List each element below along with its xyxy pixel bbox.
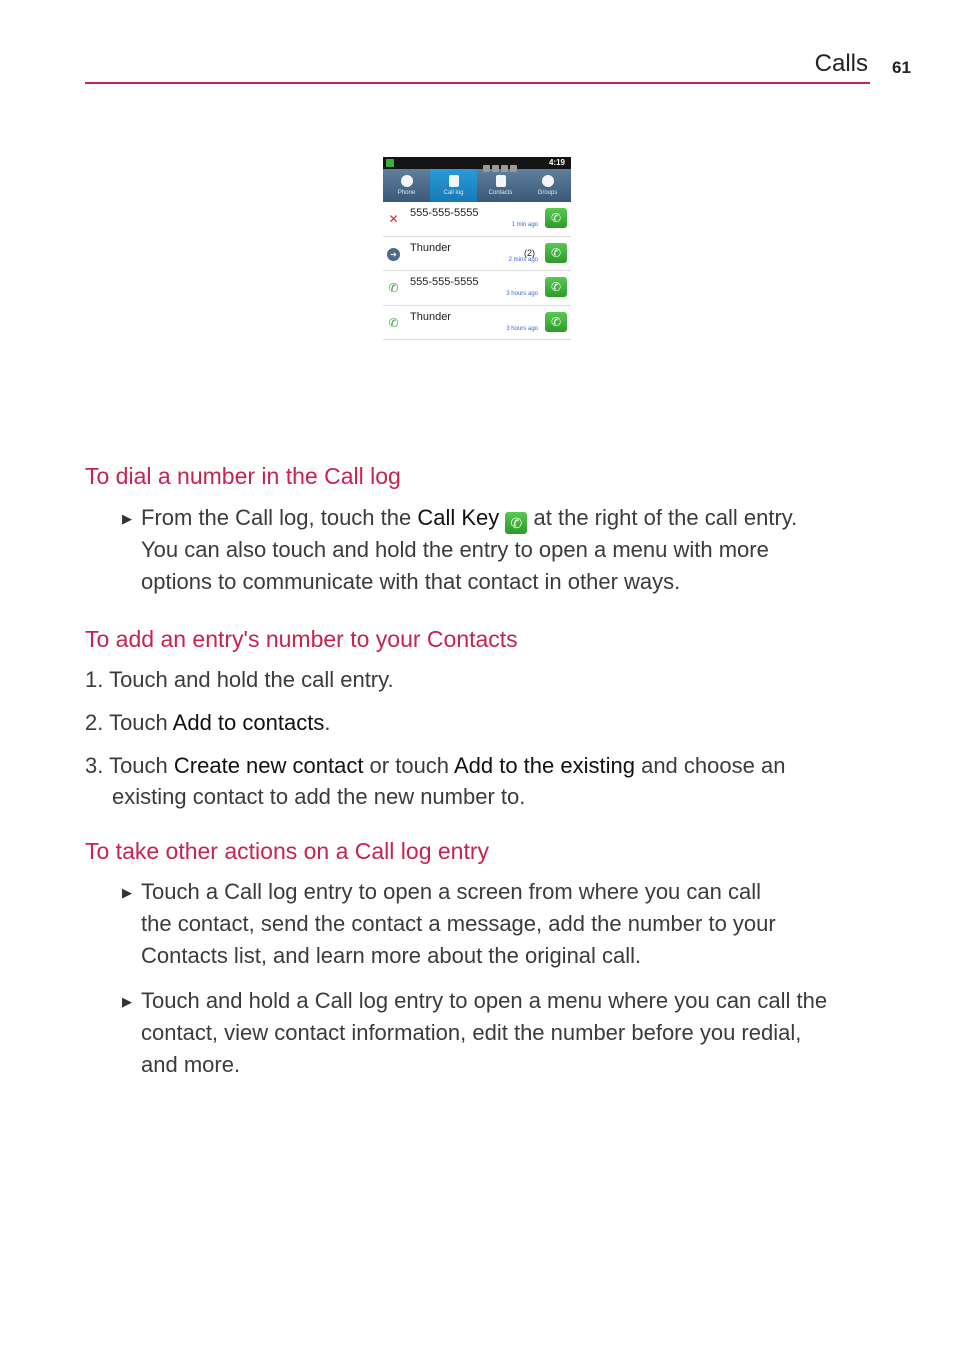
call-log-entry[interactable]: [383, 271, 571, 306]
paragraph-line: the contact, send the contact a message, add the number to your: [141, 911, 776, 936]
entry-time: 1 min ago: [511, 222, 538, 228]
call-key-button[interactable]: ✆: [545, 208, 567, 228]
paragraph-line: Touch and hold a Call log entry to open a menu where you can call the: [141, 988, 828, 1013]
text-fragment: or touch: [363, 753, 454, 778]
text-fragment: 3. Touch: [85, 753, 174, 778]
entry-time: 2 mins ago: [508, 256, 538, 263]
entry-name: Thunder: [410, 241, 451, 254]
bullet-arrow-icon: ▶: [122, 994, 132, 1009]
page-number: 61: [892, 58, 911, 77]
section-title-add: To add an entry's number to your Contacts: [85, 626, 518, 652]
tab-label: Call log: [443, 189, 464, 196]
paragraph-line: [141, 502, 797, 534]
phone-tab-bar: [383, 169, 571, 202]
battery-icon: [510, 165, 517, 172]
paragraph-line: existing contact to add the new number to.: [112, 784, 526, 809]
add-to-existing-label: Add to the existing: [453, 753, 635, 778]
received-call-icon: ✆: [388, 315, 399, 330]
contacts-icon: [496, 175, 506, 187]
message-icon: ➜: [387, 248, 400, 261]
call-key-button[interactable]: ✆: [545, 243, 567, 263]
entry-time: 3 hours ago: [506, 325, 538, 332]
section-title-dial: To dial a number in the Call log: [85, 463, 401, 489]
call-key-label: Call Key: [417, 505, 500, 530]
tab-contacts[interactable]: [477, 169, 524, 202]
paragraph-line: and more.: [141, 1052, 241, 1077]
tab-label: Contacts: [488, 189, 513, 196]
paragraph-line: Contacts list, and learn more about the original call.: [141, 943, 642, 968]
data-icon: [501, 165, 508, 172]
call-log-screenshot: [383, 157, 571, 342]
chapter-title: Calls: [814, 50, 868, 77]
tab-label: Phone: [397, 189, 416, 196]
create-new-contact-label: Create new contact: [173, 753, 364, 778]
entry-time: 3 hours ago: [506, 291, 538, 297]
add-to-contacts-label: Add to contacts: [172, 710, 325, 735]
entry-name: 555-555-5555: [410, 207, 479, 219]
step-3: [85, 750, 785, 782]
paragraph-line: Touch a Call log entry to open a screen from where you can call: [141, 879, 761, 904]
step-2: [85, 707, 330, 739]
step-1: 1. Touch and hold the call entry.: [85, 667, 394, 692]
tab-phone[interactable]: [383, 169, 430, 202]
section-title-other: To take other actions on a Call log entry: [85, 838, 490, 864]
bullet-arrow-icon: ▶: [122, 885, 132, 900]
entry-name: Thunder: [410, 310, 451, 323]
call-key-button[interactable]: ✆: [545, 277, 567, 297]
text-fragment: at the right of the call entry.: [527, 505, 798, 530]
groups-icon: [542, 175, 554, 187]
call-key-icon: ✆: [505, 512, 527, 534]
call-log-entry[interactable]: [383, 202, 571, 237]
call-key-button[interactable]: ✆: [545, 312, 567, 332]
received-call-icon: ✆: [388, 281, 399, 295]
text-fragment: .: [324, 710, 331, 735]
status-bar: [383, 157, 571, 169]
text-fragment: and choose an: [634, 753, 786, 778]
call-log-icon: [449, 175, 459, 187]
text-fragment: 2. Touch: [85, 710, 173, 735]
tab-call-log[interactable]: [430, 169, 477, 202]
page-header: [85, 48, 870, 84]
tab-label: Groups: [537, 189, 558, 196]
signal-icon: [492, 165, 499, 172]
paragraph-line: options to communicate with that contact in other ways.: [141, 569, 681, 594]
text-fragment: From the Call log, touch the: [141, 505, 418, 530]
status-icons: [483, 159, 529, 167]
entry-name: 555-555-5555: [410, 276, 479, 288]
paragraph-line: You can also touch and hold the entry to open a menu with more: [141, 537, 769, 562]
paragraph-line: contact, view contact information, edit the number before you redial,: [141, 1020, 802, 1045]
bullet-arrow-icon: ▶: [122, 511, 132, 526]
missed-call-icon: ✕: [388, 212, 399, 226]
wifi-icon: [483, 165, 490, 172]
entry-count: (2): [524, 247, 535, 258]
call-log-entry[interactable]: [383, 237, 571, 272]
status-time: 4:19: [548, 158, 565, 167]
notification-icon: [386, 159, 394, 167]
tab-groups[interactable]: [524, 169, 571, 202]
phone-icon: [401, 175, 413, 187]
call-log-entry[interactable]: [383, 306, 571, 341]
